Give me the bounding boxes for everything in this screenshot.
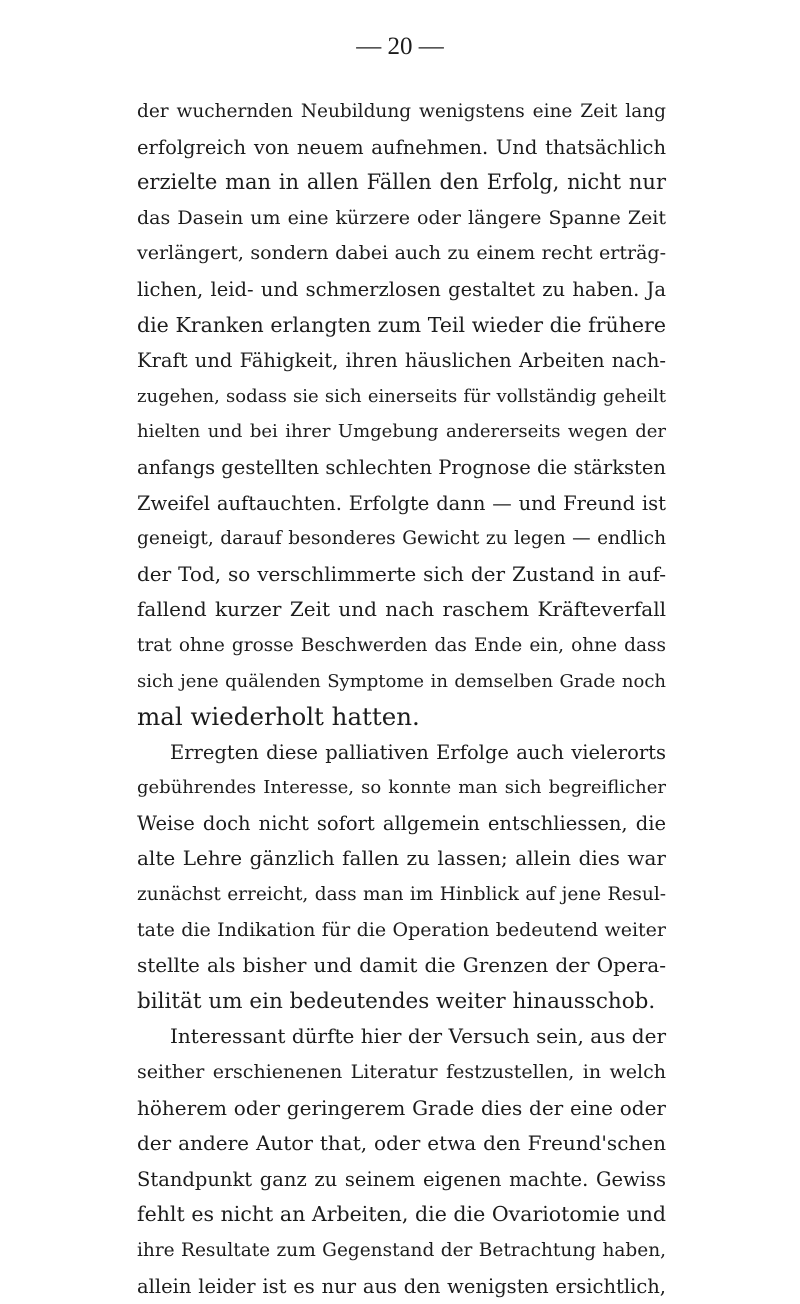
- text-line: Zweifel auftauchten. Erfolgte dann — und Freund ist: [137, 491, 666, 515]
- text-line: sich jene quälenden Symptome in demselben Grade noch: [137, 670, 666, 692]
- text-line: höherem oder geringerem Grade dies der eine oder: [137, 1095, 666, 1120]
- text-line: ihre Resultate zum Gegenstand der Betrachtung haben,: [137, 1240, 666, 1261]
- paragraph-first-line: Erregten diese palliativen Erfolge auch vielerorts: [170, 740, 666, 764]
- text-line: der andere Autor that, oder etwa den Freund'schen: [137, 1131, 666, 1156]
- text-line: erzielte man in allen Fällen den Erfolg, nicht nur: [137, 170, 666, 195]
- text-line: alte Lehre gänzlich fallen zu lassen; allein dies war: [137, 846, 666, 871]
- text-line: anfangs gestellten schlechten Prognose die stärksten: [137, 455, 666, 479]
- text-line: allein leider ist es nur aus den wenigsten ersichtlich,: [137, 1274, 666, 1298]
- text-line: stellte als bisher und damit die Grenzen der Opera-: [137, 953, 666, 978]
- text-line: der Tod, so verschlimmerte sich der Zustand in auf-: [137, 561, 666, 586]
- text-line: Kraft und Fähigkeit, ihren häuslichen Arbeiten nach-: [137, 349, 666, 373]
- text-line: die Kranken erlangten zum Teil wieder die frühere: [137, 312, 666, 337]
- text-line: Weise doch nicht sofort allgemein entschliessen, die: [137, 811, 666, 835]
- paragraph-last-line: mal wiederholt hatten.: [137, 702, 420, 732]
- text-line: zugehen, sodass sie sich einerseits für vollständig geheilt: [137, 385, 666, 407]
- text-line: seither erschienenen Literatur festzustellen, in welch: [137, 1061, 666, 1084]
- text-line: Standpunkt ganz zu seinem eigenen machte. Gewiss: [137, 1167, 666, 1191]
- text-line: tate die Indikation für die Operation bedeutend weiter: [137, 918, 666, 941]
- body-text: [137, 94, 666, 1304]
- text-line: fallend kurzer Zeit und nach raschem Kräfteverfall: [137, 597, 666, 622]
- paragraph-first-line: Interessant dürfte hier der Versuch sein, aus der: [170, 1024, 666, 1049]
- text-line: zunächst erreicht, dass man im Hinblick auf jene Resul-: [137, 884, 666, 906]
- page-number: — 20 —: [356, 33, 444, 60]
- text-line: erfolgreich von neuem aufnehmen. Und thatsächlich: [137, 135, 666, 159]
- text-line: trat ohne grosse Beschwerden das Ende ein, ohne dass: [137, 634, 666, 656]
- text-line: lichen, leid- und schmerzlosen gestaltet zu haben. Ja: [137, 277, 666, 301]
- text-line: hielten und bei ihrer Umgebung andererseits wegen der: [137, 421, 666, 443]
- text-line: gebührendes Interesse, so konnte man sich begreiflicher: [137, 777, 666, 799]
- text-line: der wuchernden Neubildung wenigstens eine Zeit lang: [137, 101, 666, 122]
- text-line: das Dasein um eine kürzere oder längere Spanne Zeit: [137, 206, 666, 229]
- text-line: fehlt es nicht an Arbeiten, die die Ovariotomie und: [137, 1202, 666, 1227]
- paragraph-last-line: bilität um ein bedeutendes weiter hinausschob.: [137, 988, 656, 1014]
- text-line: verlängert, sondern dabei auch zu einem recht erträg-: [137, 242, 666, 265]
- text-line: geneigt, darauf besonderes Gewicht zu legen — endlich: [137, 528, 666, 550]
